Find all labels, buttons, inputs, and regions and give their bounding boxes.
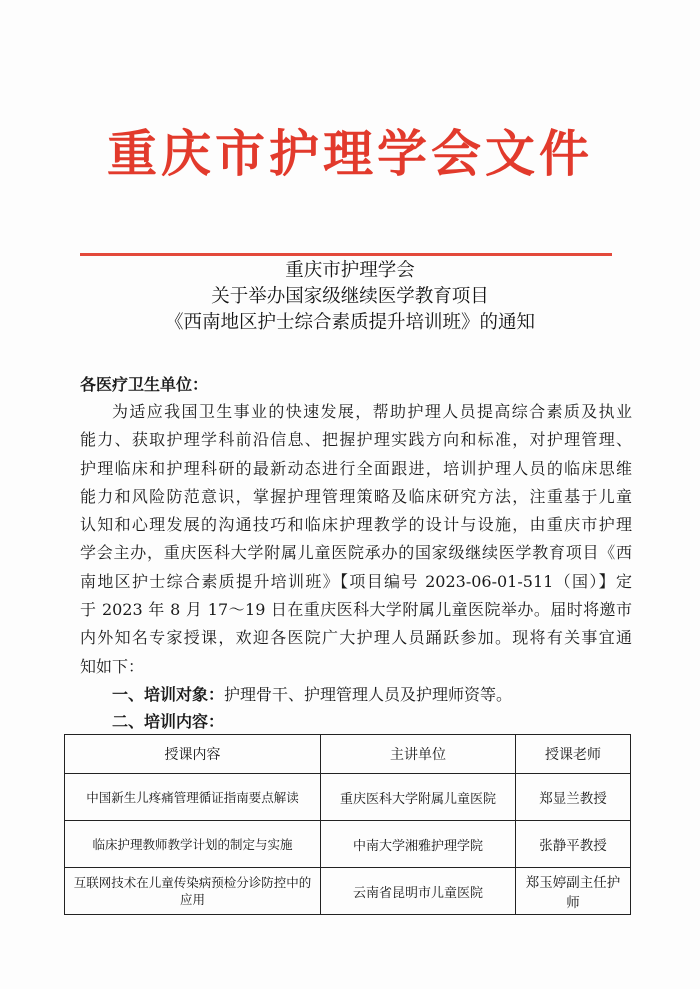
column-header-unit: 主讲单位 [321,735,516,774]
cell-teacher: 郑显兰教授 [516,774,631,821]
column-header-content: 授课内容 [65,735,321,774]
body-paragraph [80,398,632,681]
section-training-content [112,710,224,734]
red-divider-rule [80,253,612,256]
body-line: 于 2023 年 8 月 17～19 日在重庆医科大学附属儿童医院举办。届时将邀市 [80,600,632,620]
title-line-3: 《西南地区护士综合素质提升培训班》的通知 [164,312,535,333]
body-line: 知如下： [80,656,145,676]
notice-title [60,258,640,336]
cell-unit: 云南省昆明市儿童医院 [321,868,516,915]
masthead-title: 重庆市护理学会文件 [107,125,593,183]
cell-unit: 重庆医科大学附属儿童医院 [321,774,516,821]
cell-content: 互联网技术在儿童传染病预检分诊防控中的应用 [65,868,321,915]
cell-unit: 中南大学湘雅护理学院 [321,821,516,868]
section-text: 护理骨干、护理管理人员及护理师资等。 [224,685,513,704]
body-line: 能力、获取护理学科前沿信息、把握护理实践方向和标准，对护理管理、 [80,430,632,450]
cell-content: 临床护理教师教学计划的制定与实施 [65,821,321,868]
body-line: 内外知名专家授课，欢迎各医院广大护理人员踊跃参加。现将有关事宜通 [80,628,632,648]
cell-teacher: 张静平教授 [516,821,631,868]
body-line: 认知和心理发展的沟通技巧和临床护理教学的设计与设施，由重庆市护理 [80,515,632,535]
table-row [65,774,631,821]
section-training-target [112,683,512,707]
course-table [64,734,631,915]
body-line: 南地区护士综合素质提升培训班》【项目编号 2023-06-01-511（国）】定 [80,571,632,591]
salutation: 各医疗卫生单位： [80,375,209,394]
column-header-teacher: 授课老师 [516,735,631,774]
cell-content: 中国新生儿疼痛管理循证指南要点解读 [65,774,321,821]
section-heading: 一、培训对象： [112,685,225,704]
table-row [65,821,631,868]
section-heading: 二、培训内容： [112,712,225,731]
title-line-2: 关于举办国家级继续医学教育项目 [211,286,489,307]
body-line: 能力和风险防范意识，掌握护理管理策略及临床研究方法，注重基于儿童 [80,486,632,506]
body-line: 护理临床和护理科研的最新动态进行全面跟进，培训护理人员的临床思维 [80,458,632,478]
body-line: 为适应我国卫生事业的快速发展，帮助护理人员提高综合素质及执业 [112,402,632,421]
body-line: 学会主办，重庆医科大学附属儿童医院承办的国家级继续医学教育项目《西 [80,543,632,563]
title-line-1: 重庆市护理学会 [285,260,415,281]
cell-teacher: 郑玉婷副主任护师 [516,868,631,915]
table-row [65,868,631,915]
table-header-row [65,735,631,774]
